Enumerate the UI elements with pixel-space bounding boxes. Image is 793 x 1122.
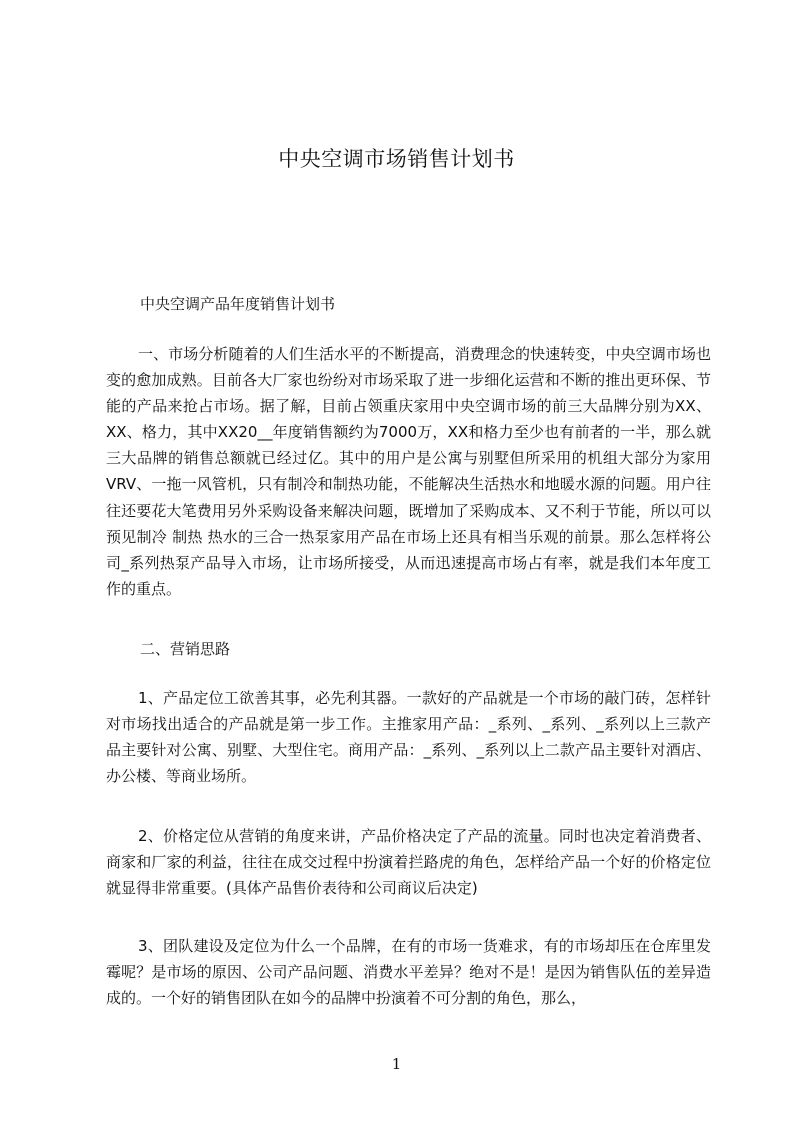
page-number: 1	[391, 1055, 402, 1073]
paragraph-market-analysis: 一、市场分析随着的人们生活水平的不断提高，消费理念的快速转变，中央空调市场也变的愈加成熟。目前各大厂家也纷纷对市场采取了进一步细化运营和不断的推出更环保、节能的产品来抢占市场。据了解，目前占领重庆家用中央空调市场的前三大品牌分别为XX、XX、格力，其中XX20__年度销售额约为7000万，XX和格力至少也有前者的一半，那么就三大品牌的销售总额就已经过亿。其中的用户是公寓与别墅但所采用的机组大部分为家用VRV、一拖一风管机，只有制冷和制热功能，不能解决生活热水和地暖水源的问题。用户往往还要花大笔费用另外采购设备来解决问题，既增加了采购成本、又不利于节能，所以可以预见制冷 制热 热水的三合一热泵家用产品在市场上还具有相当乐观的前景。那么怎样将公司_系列热泵产品导入市场，让市场所接受，从而迅速提高市场占有率，就是我们本年度工作的重点。	[106, 345, 711, 598]
document-title: 中央空调市场销售计划书	[278, 147, 515, 171]
paragraph-product-positioning: 1、产品定位工欲善其事，必先利其器。一款好的产品就是一个市场的敲门砖，怎样针对市场找出适合的产品就是第一步工作。主推家用产品：_系列、_系列、_系列以上三款产品主要针对公寓、别墅、大型住宅。商用产品：_系列、_系列以上二款产品主要针对酒店、办公楼、等商业场所。	[106, 689, 711, 786]
document-subtitle: 中央空调产品年度销售计划书	[140, 295, 336, 313]
paragraph-price-positioning: 2、价格定位从营销的角度来讲，产品价格决定了产品的流量。同时也决定着消费者、商家和厂家的利益，往往在成交过程中扮演着拦路虎的角色，怎样给产品一个好的价格定位就显得非常重要。(具体产品售价表待和公司商议后决定)	[106, 827, 711, 898]
paragraph-team-building: 3、团队建设及定位为什么一个品牌，在有的市场一货难求，有的市场却压在仓库里发霉呢？是市场的原因、公司产品问题、消费水平差异？绝对不是！是因为销售队伍的差异造成的。一个好的销售团队在如今的品牌中扮演着不可分割的角色，那么，	[106, 937, 711, 1008]
section-heading-marketing-strategy: 二、营销思路	[140, 640, 231, 658]
